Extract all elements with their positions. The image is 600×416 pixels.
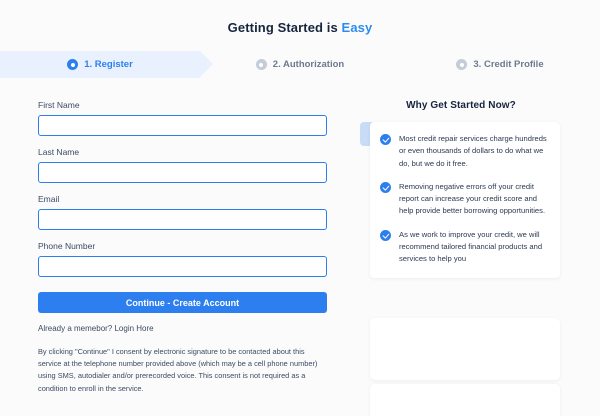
- benefit-text: Removing negative errors off your credit report can increase your credit score and help provide better borrowing opportunities.: [399, 181, 546, 216]
- step-authorization-label: 2. Authorization: [272, 59, 345, 70]
- progress-stepper: [0, 51, 600, 78]
- step-credit-profile-label: 3. Credit Profile: [473, 59, 544, 70]
- first-name-label: First Name: [38, 100, 80, 110]
- benefits-panel: [330, 100, 562, 395]
- page-title: [0, 0, 600, 35]
- main-content: [0, 78, 600, 395]
- registration-form: [38, 100, 330, 395]
- first-name-input[interactable]: [38, 115, 327, 136]
- benefits-card-backdrop: [360, 122, 560, 264]
- decorative-card-one: [370, 318, 560, 380]
- benefit-item: [380, 133, 549, 170]
- consent-disclaimer: By clicking "Continue" I consent by electronic signature to be contacted about this service at the telephone number provided above (which may be a cell phone number) using SMS, autodialer and/or prerecorded voice. This consent is not required as a condition to enroll in the service.: [38, 347, 318, 393]
- check-circle-icon: [380, 182, 391, 193]
- step-dot-icon: [67, 59, 78, 70]
- check-circle-icon: [380, 134, 391, 145]
- last-name-label: Last Name: [38, 147, 80, 157]
- benefit-item: [380, 229, 549, 266]
- step-dot-icon: [456, 59, 467, 70]
- page-title-main: Getting Started is: [227, 20, 342, 35]
- last-name-input[interactable]: [38, 162, 327, 183]
- step-register-label: 1. Register: [84, 59, 133, 70]
- benefit-text: As we work to improve your credit, we will recommend tailored financial products and services to help you: [399, 229, 543, 264]
- continue-create-account-button[interactable]: Continue - Create Account: [38, 292, 327, 313]
- benefits-stack: [360, 122, 562, 264]
- page-title-accent: Easy: [341, 20, 373, 35]
- step-dot-icon: [256, 59, 267, 70]
- benefit-item: [380, 181, 549, 218]
- email-label: Email: [38, 194, 60, 204]
- check-circle-icon: [380, 230, 391, 241]
- step-authorization[interactable]: [200, 51, 400, 78]
- step-register[interactable]: [0, 51, 200, 78]
- step-credit-profile[interactable]: [400, 51, 600, 78]
- decorative-card-two: [370, 384, 560, 416]
- benefit-text: Most credit repair services charge hundreds or even thousands of dollars to do what we do, but we do it free.: [399, 134, 547, 168]
- benefits-card: [370, 122, 560, 278]
- email-input[interactable]: [38, 209, 327, 230]
- benefits-panel-title: Why Get Started Now?: [406, 100, 516, 111]
- phone-number-input[interactable]: [38, 256, 327, 277]
- login-link[interactable]: Already a memebor? Login Hore: [38, 324, 154, 333]
- phone-number-label: Phone Number: [38, 241, 96, 251]
